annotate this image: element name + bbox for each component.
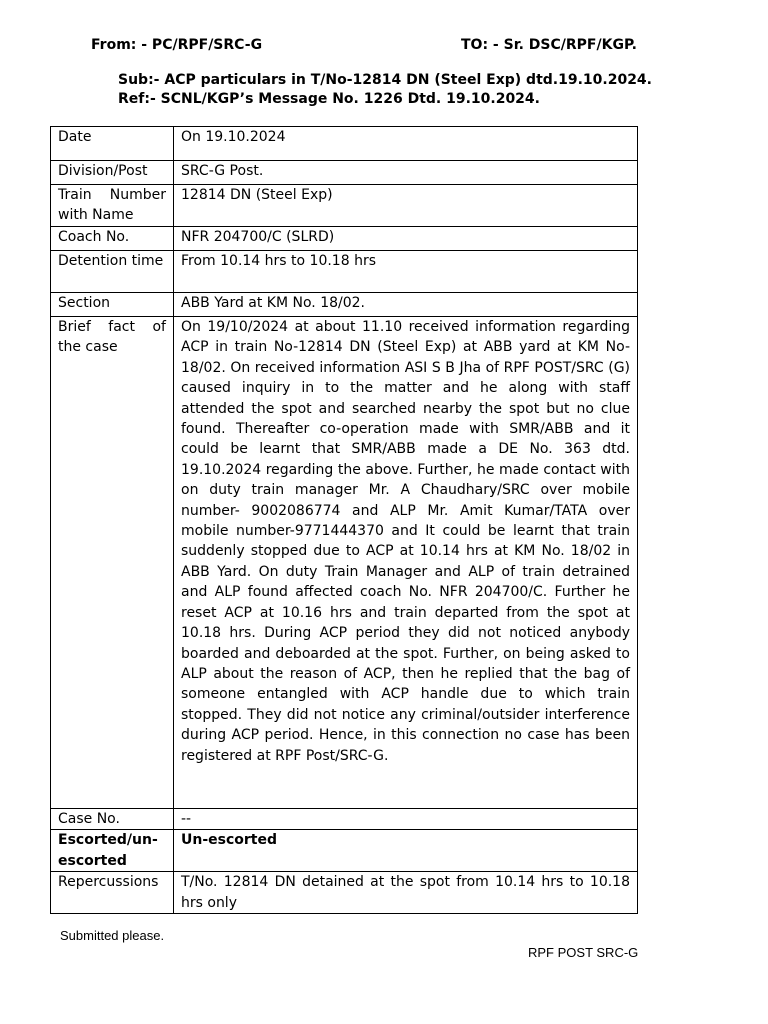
row-value-division: SRC-G Post.: [174, 161, 638, 185]
row-label-coach: Coach No.: [51, 227, 174, 251]
from-line: From: - PC/RPF/SRC-G: [91, 37, 263, 53]
table-row: [51, 185, 638, 227]
row-value-brief: On 19/10/2024 at about 11.10 received information regarding ACP in train No-12814 DN (Steel Exp) at ABB yard at KM No-18/02. On received information ASI S B Jha of RPF POST/SRC (G) caused inquiry in to the matter and he along with staff attended the spot and searched nearby the spot but no clue found. Thereafter co-operation made with SMR/ABB and it could be learnt that SMR/ABB made a DE No. 363 dtd. 19.10.2024 regarding the above. Further, he made contact with on duty train manager Mr. A Chaudhary/SRC over mobile number- 9002086774 and ALP Mr. Amit Kumar/TATA over mobile number-9771444370 and It could be learnt that train suddenly stopped due to ACP at 10.14 hrs at KM No. 18/02 in ABB Yard. On duty Train Manager and ALP of train detrained and ALP found affected coach No. NFR 204700/C. Further he reset ACP at 10.16 hrs and train departed from the spot at 10.18 hrs. During ACP period they did not noticed anybody boarded and deboarded at the spot. Further, on being asked to ALP about the reason of ACP, then he replied that the bag of someone entangled with ACP handle due to which train stopped. They did not notice any criminal/outsider interference during ACP period. Hence, in this connection no case has been registered at RPF Post/SRC-G.: [174, 317, 638, 809]
row-label-section: Section: [51, 293, 174, 317]
table-row: [51, 317, 638, 809]
acp-particulars-table: [50, 126, 638, 914]
table-row: [51, 227, 638, 251]
row-label-brief: Brief fact of the case: [51, 317, 174, 809]
row-value-repercussions: T/No. 12814 DN detained at the spot from 10.14 hrs to 10.18 hrs only: [174, 872, 638, 914]
table-row: [51, 830, 638, 872]
table-row: [51, 161, 638, 185]
table-row: [51, 809, 638, 830]
row-label-escorted: Escorted/un-escorted: [51, 830, 174, 872]
table-row: [51, 127, 638, 161]
row-value-detention: From 10.14 hrs to 10.18 hrs: [174, 251, 638, 293]
row-value-coach: NFR 204700/C (SLRD): [174, 227, 638, 251]
row-label-division: Division/Post: [51, 161, 174, 185]
row-label-date: Date: [51, 127, 174, 161]
subject-line: Sub:- ACP particulars in T/No-12814 DN (Steel Exp) dtd.19.10.2024.: [118, 72, 652, 88]
signature-block: RPF POST SRC-G: [528, 945, 639, 960]
row-value-date: On 19.10.2024: [174, 127, 638, 161]
table-row: [51, 251, 638, 293]
table-row: [51, 293, 638, 317]
row-label-repercussions: Repercussions: [51, 872, 174, 914]
row-value-train: 12814 DN (Steel Exp): [174, 185, 638, 227]
table-row: [51, 872, 638, 914]
reference-line: Ref:- SCNL/KGP’s Message No. 1226 Dtd. 19.10.2024.: [118, 91, 540, 107]
row-label-detention: Detention time: [51, 251, 174, 293]
row-value-escorted: Un-escorted: [174, 830, 638, 872]
row-value-section: ABB Yard at KM No. 18/02.: [174, 293, 638, 317]
closing-text: Submitted please.: [60, 928, 165, 943]
row-label-train: Train Number with Name: [51, 185, 174, 227]
row-label-case-no: Case No.: [51, 809, 174, 830]
row-value-case-no: --: [174, 809, 638, 830]
to-line: TO: - Sr. DSC/RPF/KGP.: [461, 37, 637, 53]
